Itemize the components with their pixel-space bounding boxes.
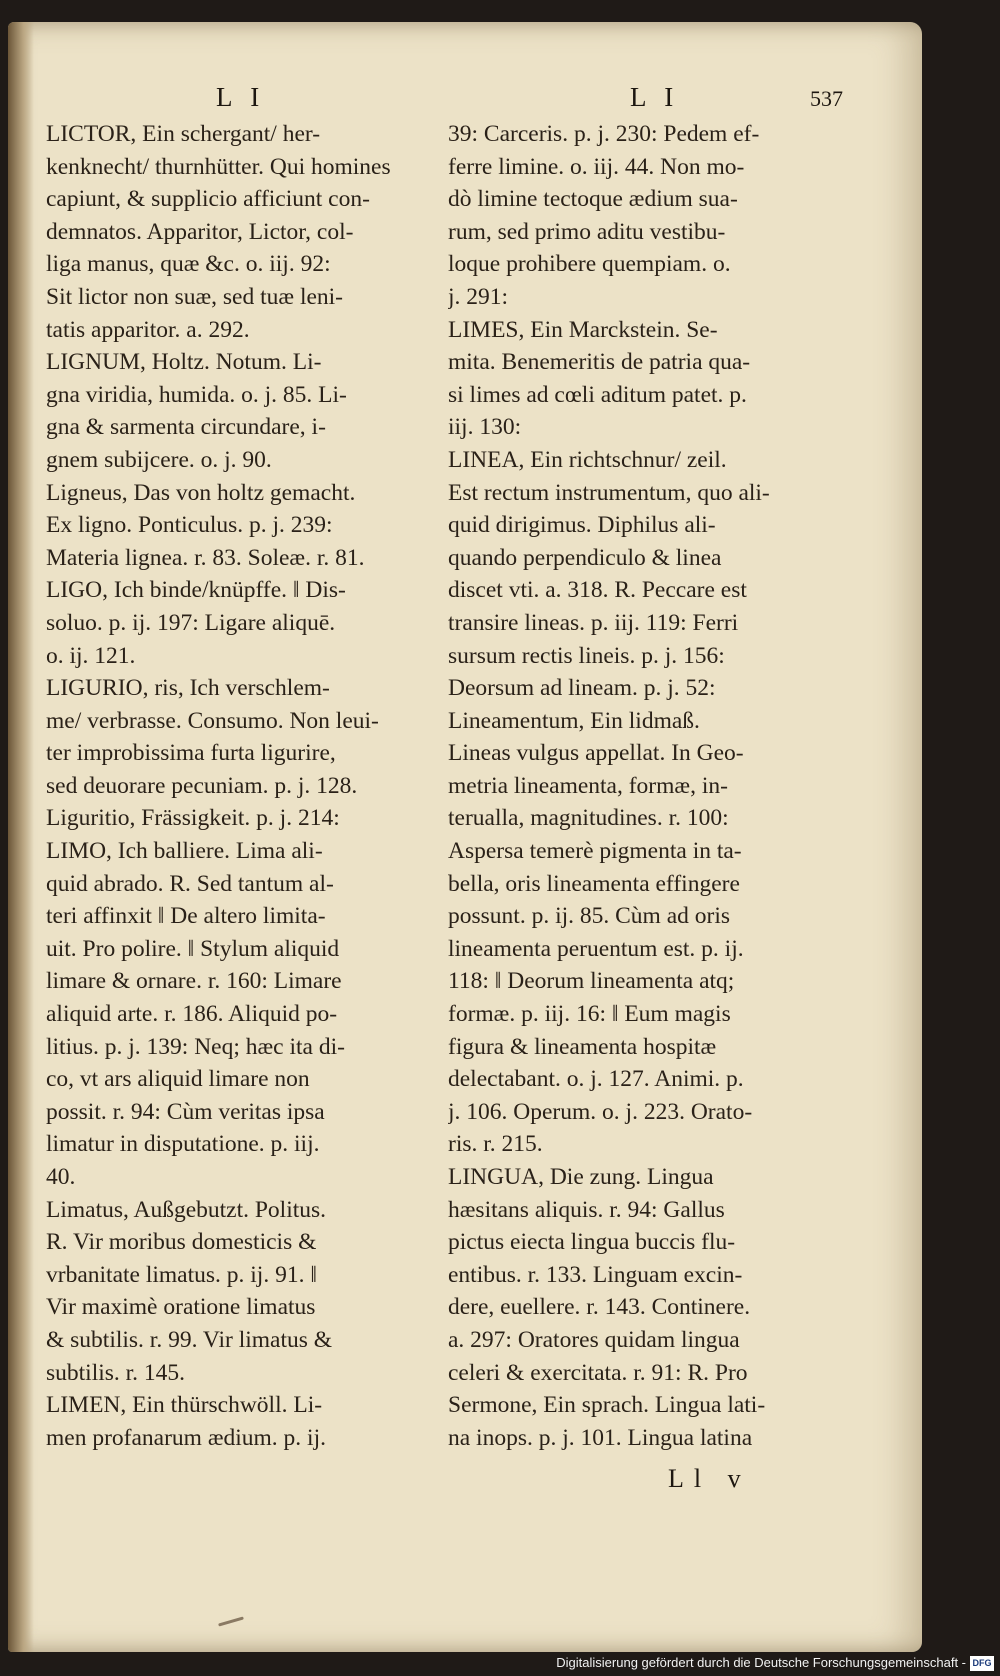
text-line: Vir maximè oratione limatus [46,1294,316,1321]
page-gutter-shadow [8,22,34,1652]
text-line: iij. 130: [448,414,522,441]
text-line: liga manus, quæ &c. o. iij. 92: [46,251,331,278]
text-line: pictus eiecta lingua buccis flu- [448,1229,736,1256]
text-line: LINGUA, Die zung. Lingua [448,1164,714,1190]
text-line: hæsitans aliquis. r. 94: Gallus [448,1196,725,1223]
text-line: ferre limine. o. iij. 44. Non mo- [448,153,745,180]
digitization-credit: Digitalisierung gefördert durch die Deutsche Forschungsgemeinschaft - [556,1655,966,1670]
text-line: terualla, magnitudines. r. 100: [448,805,729,832]
text-line: gna viridia, humida. o. j. 85. Li- [46,381,347,408]
text-line: rum, sed primo aditu vestibu- [448,218,726,245]
text-line: Deorsum ad lineam. p. j. 52: [448,675,716,702]
text-line: Sermone, Ein sprach. Lingua lati- [448,1392,766,1419]
text-line: teri affinxit ‖ De altero limita- [46,903,326,930]
text-line: si limes ad cœli aditum patet. p. [448,381,747,408]
text-line: 40. [46,1164,76,1190]
text-line: soluo. p. ij. 197: Ligare aliquē. [46,609,336,636]
text-line: men profanarum ædium. p. ij. [46,1424,326,1451]
text-line: R. Vir moribus domesticis & [46,1229,317,1256]
text-line: delectabant. o. j. 127. Animi. p. [448,1066,744,1093]
text-line: 39: Carceris. p. j. 230: Pedem ef- [448,121,760,147]
text-line: me/ verbrasse. Consumo. Non leui- [46,707,379,734]
text-line: quid dirigimus. Diphilus ali- [448,512,716,539]
text-line: LIGO, Ich binde/knüpffe. ‖ Dis- [46,577,346,604]
signature-mark: Ll v [668,1464,751,1493]
book-page [8,22,922,1652]
text-line: sed deuorare pecuniam. p. j. 128. [46,772,358,799]
text-line: Sit lictor non suæ, sed tuæ leni- [46,283,344,310]
text-line: possit. r. 94: Cùm veritas ipsa [46,1098,325,1125]
text-line: j. 291: [448,283,509,310]
text-line: Liguritio, Frässigkeit. p. j. 214: [46,805,340,832]
text-line: limare & ornare. r. 160: Limare [46,968,342,995]
text-line: mita. Benemeritis de patria qua- [448,349,751,376]
text-line: na inops. p. j. 101. Lingua latina [448,1424,753,1451]
text-line: entibus. r. 133. Linguam excin- [448,1261,743,1288]
text-line: a. 297: Oratores quidam lingua [448,1326,740,1353]
text-line: LINEA, Ein richtschnur/ zeil. [448,446,727,473]
text-line: ris. r. 215. [448,1131,543,1158]
text-line: ter improbissima furta ligurire, [46,740,336,767]
text-line: transire lineas. p. iij. 119: Ferri [448,609,739,636]
text-line: Lineas vulgus appellat. In Geo- [448,740,744,767]
text-line: LICTOR, Ein schergant/ her- [46,121,321,147]
right-text-column [448,118,838,1454]
text-line: LIMEN, Ein thürschwöll. Li- [46,1392,323,1419]
text-line: litius. p. j. 139: Neq; hæc ita di- [46,1033,345,1060]
text-line: discet vti. a. 318. R. Peccare est [448,577,747,604]
text-line: formæ. p. iij. 16: ‖ Eum magis [448,1001,731,1028]
text-line: Aspersa temerè pigmenta in ta- [448,838,742,865]
text-line: j. 106. Operum. o. j. 223. Orato- [448,1098,753,1125]
text-line: quid abrado. R. Sed tantum al- [46,870,334,897]
text-line: LIGNUM, Holtz. Notum. Li- [46,349,322,376]
left-text-column [46,118,438,1454]
text-line: Lineamentum, Ein lidmaß. [448,707,700,734]
text-line: uit. Pro polire. ‖ Stylum aliquid [46,935,340,962]
text-line: vrbanitate limatus. p. ij. 91. ‖ [46,1261,317,1288]
text-line: LIMES, Ein Marckstein. Se- [448,316,718,343]
text-line: sursum rectis lineis. p. j. 156: [448,642,725,669]
text-line: aliquid arte. r. 186. Aliquid po- [46,1001,338,1028]
text-line: LIMO, Ich balliere. Lima ali- [46,838,323,865]
text-line: capiunt, & supplicio afficiunt con- [46,186,370,213]
text-line: gnem subijcere. o. j. 90. [46,446,272,473]
text-line: Ligneus, Das von holtz gemacht. [46,479,356,506]
text-line: Est rectum instrumentum, quo ali- [448,479,770,506]
text-line: demnatos. Apparitor, Lictor, col- [46,218,354,245]
text-line: metria lineamenta, formæ, in- [448,772,728,799]
running-header [48,82,843,118]
text-line: tatis apparitor. a. 292. [46,316,250,343]
text-line: celeri & exercitata. r. 91: R. Pro [448,1359,748,1386]
header-left-letters: L I [216,82,266,112]
text-line: gna & sarmenta circundare, i- [46,414,326,441]
text-line: bella, oris lineamenta effingere [448,870,740,897]
text-line: Materia lignea. r. 83. Soleæ. r. 81. [46,544,365,571]
text-line: possunt. p. ij. 85. Cùm ad oris [448,903,731,930]
text-line: o. ij. 121. [46,642,136,669]
page-number: 537 [810,86,843,111]
text-line: Ex ligno. Ponticulus. p. j. 239: [46,512,333,539]
text-line: loque prohibere quempiam. o. [448,251,731,278]
text-line: quando perpendiculo & linea [448,544,722,571]
header-right-letters: L I [630,82,680,112]
text-line: dò limine tectoque ædium sua- [448,186,738,213]
text-line: figura & lineamenta hospitæ [448,1033,717,1060]
text-line: limatur in disputatione. p. iij. [46,1131,320,1158]
text-line: dere, euellere. r. 143. Continere. [448,1294,751,1321]
text-line: kenknecht/ thurnhütter. Qui homines [46,153,391,180]
ink-smudge [218,1616,244,1626]
text-line: 118: ‖ Deorum lineamenta atq; [448,968,735,995]
text-line: co, vt ars aliquid limare non [46,1066,310,1093]
text-line: subtilis. r. 145. [46,1359,186,1386]
text-line: LIGURIO, ris, Ich verschlem- [46,675,330,702]
dfg-logo: DFG [970,1656,994,1671]
text-line: Limatus, Außgebutzt. Politus. [46,1196,327,1223]
text-line: lineamenta peruentum est. p. ij. [448,935,744,962]
text-line: & subtilis. r. 99. Vir limatus & [46,1326,333,1353]
